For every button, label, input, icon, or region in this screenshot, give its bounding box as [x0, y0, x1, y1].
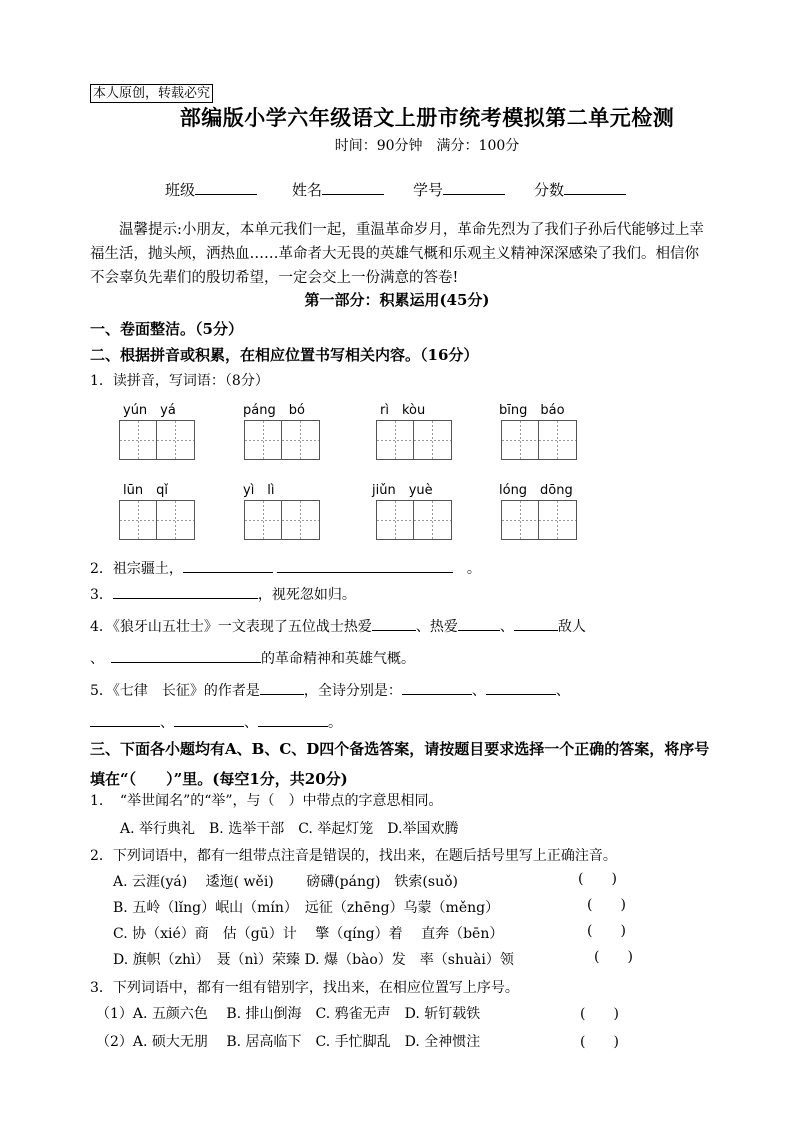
- answer-paren-2b[interactable]: ( ): [587, 897, 626, 913]
- question-4-line2: 、 的革命精神和英雄气概。: [90, 648, 415, 668]
- answer-box-1[interactable]: [119, 420, 195, 460]
- question-4-line1: 4．《狼牙山五壮士》一文表现了五位战士热爱 、热爱 、 敌人: [90, 616, 586, 636]
- question-3: 3． ，视死忽如归。: [90, 584, 356, 604]
- answer-paren-3-2[interactable]: ( ): [580, 1034, 619, 1050]
- question-5-line2: 、 、 。: [90, 712, 342, 732]
- pinyin-3: rì kòu: [380, 403, 426, 418]
- pinyin-1: yún yá: [123, 403, 176, 418]
- answer-paren-2a[interactable]: ( ): [578, 871, 617, 887]
- answer-paren-2d[interactable]: ( ): [594, 949, 633, 965]
- answer-box-6[interactable]: [244, 500, 320, 540]
- answer-box-4[interactable]: [501, 420, 577, 460]
- mc-question-2-option-d: D. 旗帜（zhì） 聂（nì）荣臻 D. 爆（bào）发 率（shuài）领: [113, 952, 514, 968]
- mc-question-2-option-b: B. 五岭（lǐng）岷山（mín） 远征（zhēng）乌蒙（měng）: [113, 900, 500, 916]
- answer-box-8[interactable]: [501, 500, 577, 540]
- mc-question-3-item-1: （1）A. 五颜六色 B. 排山倒海 C. 鸦雀无声 D. 斩钉载铁: [96, 1006, 481, 1022]
- exam-meta: 时间：90分钟 满分：100分: [334, 138, 520, 154]
- pinyin-4: bīng báo: [499, 403, 565, 418]
- answer-paren-3-1[interactable]: ( ): [580, 1006, 619, 1022]
- pinyin-2: páng bó: [243, 403, 305, 418]
- section-3-heading: 三、下面各小题均有A、B、C、D四个备选答案，请按题目要求选择一个正确的答案，将序号填在“（ ）”里。(每空1分，共20分): [90, 740, 710, 788]
- info-id: 学号: [413, 179, 505, 200]
- part-one-heading: 第一部分：积累运用(45分): [304, 291, 490, 309]
- answer-box-7[interactable]: [376, 500, 452, 540]
- pinyin-7: jiǔn yuè: [372, 483, 433, 498]
- pinyin-8: lóng dōng: [499, 483, 573, 498]
- tip-paragraph: 温馨提示:小朋友，本单元我们一起，重温革命岁月，革命先烈为了我们子孙后代能够过上幸福生活，抛头颅，洒热血……革命者大无畏的英雄气概和乐观主义精神深深感染了我们。相信你不会辜负先辈们的殷切希望，一定会交上一份满意的答卷!: [90, 222, 704, 286]
- info-name: 姓名: [292, 179, 384, 200]
- mc-question-2-option-a: A. 云涯(yá) 逶迤( wěi) 磅礴(páng) 铁索(suǒ): [113, 874, 458, 890]
- info-score: 分数: [534, 179, 626, 200]
- answer-paren-2c[interactable]: ( ): [587, 923, 626, 939]
- mc-question-1-options: A. 举行典礼 B. 选举干部 C. 举起灯笼 D.举国欢腾: [120, 821, 459, 837]
- pinyin-6: yì lì: [243, 483, 275, 498]
- section-2-heading: 二、根据拼音或积累，在相应位置书写相关内容。（16分）: [90, 346, 479, 364]
- section-1-heading: 一、卷面整洁。（5分）: [90, 320, 243, 338]
- answer-box-5[interactable]: [119, 500, 195, 540]
- info-class: 班级: [165, 179, 257, 200]
- question-5-line1: 5．《七律 长征》的作者是 ，全诗分别是： 、 、: [90, 680, 570, 700]
- mc-question-3-item-2: （2）A. 硕大无朋 B. 居高临下 C. 手忙脚乱 D. 全神惯注: [96, 1034, 481, 1050]
- mc-question-2: 2．下列词语中，都有一组带点注音是错误的，找出来，在题后括号里写上正确注音。: [90, 848, 617, 864]
- answer-box-3[interactable]: [376, 420, 452, 460]
- copyright-stamp: 本人原创，转载必究: [90, 84, 213, 103]
- mc-question-1: 1． “举世闻名”的“举”，与（ ）中带点的字意思相同。: [90, 793, 443, 809]
- page-title: 部编版小学六年级语文上册市统考模拟第二单元检测: [179, 105, 675, 130]
- answer-box-2[interactable]: [244, 420, 320, 460]
- mc-question-2-option-c: C. 协（xié）商 估（gū）计 擎（qíng）着 直奔（bēn）: [113, 926, 504, 942]
- question-2: 2．祖宗疆土， 。: [90, 558, 481, 578]
- mc-question-3: 3．下列词语中，都有一组有错别字，找出来，在相应位置写上序号。: [90, 980, 519, 996]
- question-1: 1．读拼音，写词语：（8分）: [90, 373, 269, 389]
- pinyin-5: lūn qǐ: [123, 483, 168, 498]
